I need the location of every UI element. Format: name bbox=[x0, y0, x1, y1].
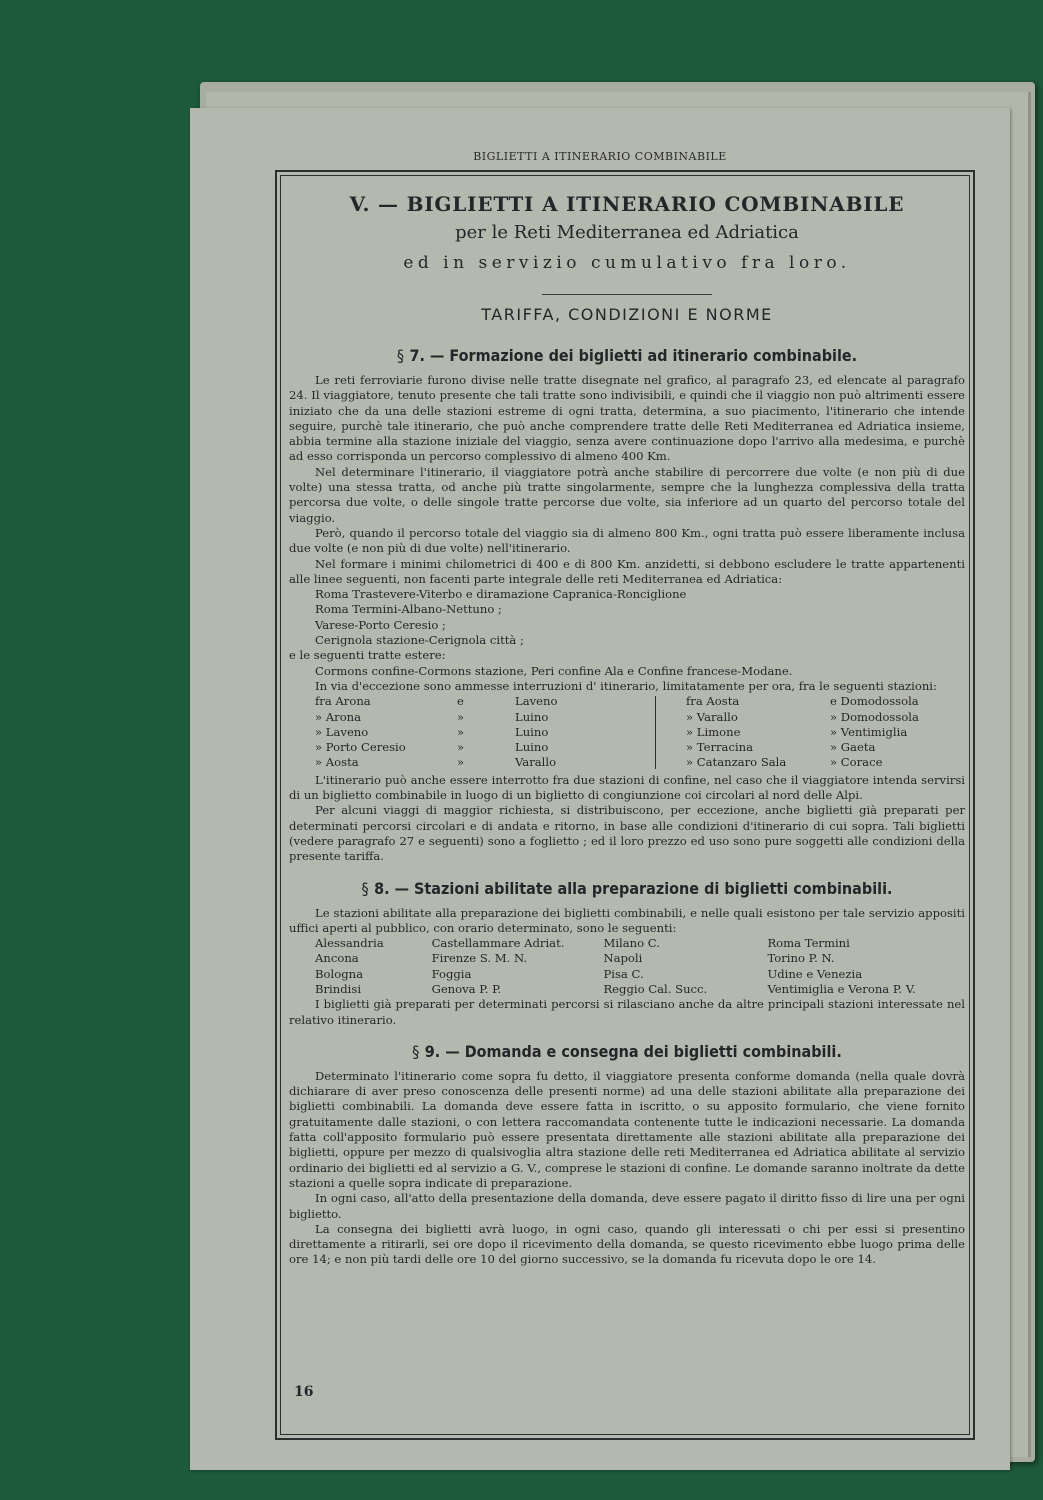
route-from: fra Aosta bbox=[686, 694, 740, 709]
route-and: e bbox=[457, 694, 464, 709]
route-and: » bbox=[457, 709, 465, 724]
routes-divider bbox=[655, 696, 656, 768]
paragraph: Le stazioni abilitate alla preparazione dei biglietti combinabili, e nelle quali esistono per tale servizio appositi uffici aperti al pubblico, con orario determinato, sono le seguenti: bbox=[289, 905, 965, 935]
station: Milano C. bbox=[603, 936, 660, 951]
page-number: 16 bbox=[294, 1384, 314, 1400]
route-row bbox=[315, 694, 615, 709]
route-from: » Terracina bbox=[686, 740, 754, 755]
foreign-line: Cormons confine-Cormons stazione, Peri confine Ala e Confine francese-Modane. bbox=[315, 663, 793, 678]
station: Foggia bbox=[431, 966, 472, 981]
excluded-line: Cerignola stazione-Cerignola città ; bbox=[315, 633, 524, 648]
route-from: » Aosta bbox=[315, 755, 359, 770]
paragraph: Le reti ferroviarie furono divise nelle tratte disegnate nel grafico, al paragrafo 23, ed elencate al paragrafo 24. Il viaggiatore, tenuto presente che tali tratte sono indivisibili, e quindi che il viaggio non può altrimenti essere iniziato che da una delle stazioni estreme di ogni tratta, determina, a suo piacimento, l'itinerario che intende seguire, purchè tale itinerario, che può anche comprendere tratte delle Reti Mediterranea ed Adriatica insieme, abbia termine alla stazione iniziale del viaggio, senza avere continuazione dopo l'arrivo alla medesima, e purchè ad esso corrisponda un percorso complessivo di almeno 400 Km. bbox=[289, 373, 965, 464]
paragraph: Nel formare i minimi chilometrici di 400 e di 800 Km. anzidetti, si debbono escludere le tratte appartenenti alle linee seguenti, non facenti parte integrale delle reti Mediterranea ed Adriatica: bbox=[289, 556, 965, 586]
route-to: Luino bbox=[515, 740, 549, 755]
station: Genova P. P. bbox=[431, 981, 502, 996]
route-from: » Laveno bbox=[315, 724, 369, 739]
paragraph: Per alcuni viaggi di maggior richiesta, si distribuiscono, per eccezione, anche biglietti già preparati per determinati percorsi circolari e di andata e ritorno, in base alle condizioni d'itinerario di cui sopra. Tali biglietti (vedere paragrafo 27 e seguenti) sono a foglietto ; ed il loro prezzo ed uso sono pure soggetti alle condizioni della presente tariffa. bbox=[289, 803, 965, 864]
page bbox=[190, 108, 1010, 1470]
content bbox=[289, 190, 965, 1268]
routes-left bbox=[315, 694, 615, 770]
section-8-title: 8. — Stazioni abilitate alla preparazione di biglietti combinabili. bbox=[374, 878, 893, 898]
excluded-line: Roma Termini-Albano-Nettuno ; bbox=[315, 602, 502, 617]
paragraph: Determinato l'itinerario come sopra fu detto, il viaggiatore presenta conforme domanda (nella quale dovrà dichiarare di aver preso conoscenza delle presenti norme) ad una delle stazioni abilitate alla preparazione dei biglietti combinabili. La domanda deve essere fatta in iscritto, o su apposito formulario, che viene fornito gratuitamente dalle stazioni, o con lettera raccomandata contenente tutte le indicazioni necessarie. La domanda fatta coll'apposito formulario può essere presentata direttamente alle stazioni abilitate alla preparazione dei biglietti, oppure per mezzo di qualsivoglia altra stazione delle reti Mediterranea ed Adriatica abilitate al servizio ordinario dei biglietti ed al servizio a G. V., comprese le stazioni di confine. Le domande saranno inoltrate da dette stazioni a quelle sopra indicate di preparazione. bbox=[289, 1068, 965, 1190]
paragraph: La consegna dei biglietti avrà luogo, in ogni caso, quando gli interessati o chi per essi si presentino direttamente a ritirarli, sei ore dopo il ricevimento della domanda, se questo ricevimento ebbe luogo prima delle ore 14; e non più tardi delle ore 10 del giorno successivo, se la domanda fu ricevuta dopo le ore 14. bbox=[289, 1221, 965, 1267]
section-mark: § bbox=[412, 1041, 420, 1061]
section-7-heading bbox=[323, 346, 931, 365]
station: Brindisi bbox=[315, 981, 362, 996]
route-from: » Varallo bbox=[686, 709, 738, 724]
tariff-rule bbox=[542, 294, 712, 295]
route-row bbox=[686, 694, 940, 709]
route-to: Laveno bbox=[515, 694, 558, 709]
route-from: » Catanzaro Sala bbox=[686, 755, 787, 770]
route-row bbox=[686, 710, 940, 725]
station: Ancona bbox=[315, 951, 359, 966]
stations-row bbox=[315, 936, 965, 951]
stations-row bbox=[315, 951, 965, 966]
route-row bbox=[686, 755, 940, 770]
route-to: » Gaeta bbox=[830, 740, 876, 755]
route-and: » bbox=[457, 724, 465, 739]
station: Torino P. N. bbox=[767, 951, 835, 966]
excluded-line: Varese-Porto Ceresio ; bbox=[315, 617, 446, 632]
interruptions-paragraph: In via d'eccezione sono ammesse interruzioni d' itinerario, limitatamente per ora, fra le seguenti stazioni: bbox=[315, 678, 937, 693]
routes-right bbox=[686, 694, 940, 770]
foreign-intro: e le seguenti tratte estere: bbox=[289, 648, 446, 663]
route-from: » Limone bbox=[686, 724, 741, 739]
route-from: » Porto Ceresio bbox=[315, 740, 406, 755]
paragraph: In ogni caso, all'atto della presentazione della domanda, deve essere pagato il diritto fisso di lire una per ogni biglietto. bbox=[289, 1191, 965, 1221]
paragraph: I biglietti già preparati per determinati percorsi si rilasciano anche da altre principali stazioni interessate nel relativo itinerario. bbox=[289, 997, 965, 1027]
paragraph: Però, quando il percorso totale del viaggio sia di almeno 800 Km., ogni tratta può essere liberamente inclusa due volte (e non più di due volte) nell'itinerario. bbox=[289, 525, 965, 556]
route-to: Varallo bbox=[515, 755, 557, 770]
route-to: e Domodossola bbox=[830, 694, 919, 709]
tariff-heading: TARIFFA, CONDIZIONI E NORME bbox=[481, 305, 773, 324]
route-and: » bbox=[457, 740, 465, 755]
route-to: » Domodossola bbox=[830, 709, 919, 724]
content-frame bbox=[275, 170, 975, 1440]
route-from: fra Arona bbox=[315, 694, 371, 709]
section-mark: § bbox=[361, 878, 369, 898]
station: Ventimiglia e Verona P. V. bbox=[767, 981, 916, 996]
stations-table bbox=[315, 936, 965, 997]
stations-row bbox=[315, 967, 965, 982]
route-row bbox=[686, 725, 940, 740]
section-9-heading bbox=[323, 1042, 931, 1061]
route-row bbox=[315, 755, 615, 770]
paragraph: Nel determinare l'itinerario, il viaggiatore potrà anche stabilire di percorrere due volte (e non più di due volte) una stessa tratta, od anche più tratte singolarmente, sempre che la lunghezza complessiva della tratta percorsa due volte, o delle singole tratte percorse due volte, sia inferiore ad un quarto del percorso totale del viaggio. bbox=[289, 464, 965, 525]
section-7-title: 7. — Formazione dei biglietti ad itinerario combinabile. bbox=[409, 346, 858, 365]
station: Alessandria bbox=[315, 936, 384, 951]
station: Reggio Cal. Succ. bbox=[603, 981, 708, 996]
station: Napoli bbox=[603, 951, 643, 966]
station: Castellammare Adriat. bbox=[431, 936, 565, 951]
route-to: » Ventimiglia bbox=[830, 724, 908, 739]
stations-row bbox=[315, 982, 965, 997]
route-and: » bbox=[457, 755, 465, 770]
route-from: » Arona bbox=[315, 709, 362, 724]
route-to: » Corace bbox=[830, 755, 883, 770]
section-9-title: 9. — Domanda e consegna dei biglietti combinabili. bbox=[424, 1041, 842, 1061]
route-to: Luino bbox=[515, 724, 549, 739]
paragraph: L'itinerario può anche essere interrotto fra due stazioni di confine, nel caso che il viaggiatore intenda servirsi di un biglietto combinabile in luogo di un biglietto di congiunzione coi circolari al nord delle Alpi. bbox=[289, 772, 965, 803]
station: Bologna bbox=[315, 966, 363, 981]
station: Firenze S. M. N. bbox=[431, 951, 528, 966]
section-mark: § bbox=[396, 346, 405, 365]
route-row bbox=[315, 740, 615, 755]
route-row bbox=[315, 710, 615, 725]
chapter-subtitle: per le Reti Mediterranea ed Adriatica bbox=[455, 222, 799, 243]
chapter-title: V. — BIGLIETTI A ITINERARIO COMBINABILE bbox=[349, 192, 905, 216]
station: Pisa C. bbox=[603, 966, 644, 981]
station: Roma Termini bbox=[767, 936, 850, 951]
chapter-subtitle-2: ed in servizio cumulativo fra loro. bbox=[403, 253, 851, 273]
excluded-line: Roma Trastevere-Viterbo e diramazione Capranica-Ronciglione bbox=[315, 587, 687, 602]
station: Udine e Venezia bbox=[767, 966, 863, 981]
route-row bbox=[686, 740, 940, 755]
section-8-heading bbox=[323, 879, 931, 898]
routes-table bbox=[315, 694, 965, 770]
running-head: BIGLIETTI A ITINERARIO COMBINABILE bbox=[473, 150, 727, 163]
route-row bbox=[315, 725, 615, 740]
route-to: Luino bbox=[515, 709, 549, 724]
